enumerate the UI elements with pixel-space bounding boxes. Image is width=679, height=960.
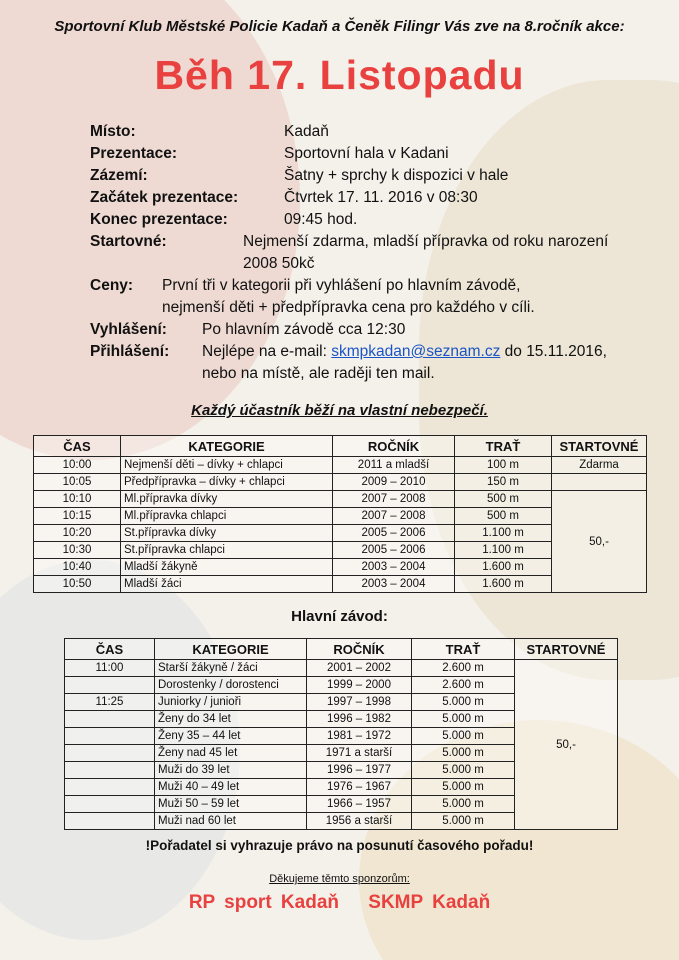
cell-kategorie: Starší žákyně / žáci: [155, 660, 307, 677]
youth-races-table: [33, 435, 647, 593]
cell-trat: 5.000 m: [412, 728, 515, 745]
cell-rocnik: 2009 – 2010: [333, 474, 455, 491]
cell-rocnik: 2007 – 2008: [333, 508, 455, 525]
cell-kategorie: Muži nad 60 let: [155, 813, 307, 830]
sponsors: [0, 892, 679, 914]
cell-trat: 5.000 m: [412, 796, 515, 813]
cell-empty: [552, 474, 647, 491]
table-row: [34, 474, 647, 491]
table-row: [34, 457, 647, 474]
prihlaseni-post: do 15.11.2016,: [504, 343, 607, 360]
cell-kategorie: Předpřípravka – dívky + chlapci: [121, 474, 333, 491]
zacatek-value: Čtvrtek 17. 11. 2016 v 08:30: [284, 189, 478, 206]
prihlaseni-value: [202, 341, 607, 363]
table-row: [65, 660, 618, 677]
cell-rocnik: 1981 – 1972: [307, 728, 412, 745]
cell-trat: 2.600 m: [412, 660, 515, 677]
col-cas: ČAS: [34, 436, 121, 457]
col-rocnik: ROČNÍK: [333, 436, 455, 457]
cell-cas: [65, 728, 155, 745]
main-race-title: Hlavní závod:: [291, 608, 388, 625]
cell-kategorie: St.přípravka chlapci: [121, 542, 333, 559]
cell-cas: 10:05: [34, 474, 121, 491]
cell-rocnik: 2007 – 2008: [333, 491, 455, 508]
cell-trat: 5.000 m: [412, 694, 515, 711]
cell-trat: 1.600 m: [455, 576, 552, 593]
cell-kategorie: Muži do 39 let: [155, 762, 307, 779]
cell-trat: 5.000 m: [412, 813, 515, 830]
email-link[interactable]: skmpkadan@seznam.cz: [331, 343, 501, 360]
cell-trat: 1.100 m: [455, 542, 552, 559]
ceny-label: Ceny:: [90, 277, 134, 294]
col-kategorie: KATEGORIE: [155, 639, 307, 660]
cell-rocnik: 1996 – 1982: [307, 711, 412, 728]
cell-rocnik: 2001 – 2002: [307, 660, 412, 677]
cell-cas: 10:40: [34, 559, 121, 576]
col-kategorie: KATEGORIE: [121, 436, 333, 457]
col-startovne: STARTOVNÉ: [515, 639, 618, 660]
cell-cas: [65, 745, 155, 762]
misto-value: Kadaň: [284, 123, 329, 140]
konec-label: Konec prezentace:: [90, 211, 228, 228]
sponsors-thanks: Děkujeme těmto sponzorům:: [269, 873, 410, 885]
cell-trat: 5.000 m: [412, 711, 515, 728]
vyhlaseni-value: Po hlavním závodě cca 12:30: [202, 321, 406, 338]
cell-rocnik: 1976 – 1967: [307, 779, 412, 796]
cell-rocnik: 2005 – 2006: [333, 542, 455, 559]
zacatek-label: Začátek prezentace:: [90, 189, 239, 206]
sponsor-rp-sport: RP sport Kadaň: [188, 892, 339, 913]
prezentace-value: Sportovní hala v Kadani: [284, 145, 449, 162]
cell-cas: [65, 813, 155, 830]
cell-rocnik: 1997 – 1998: [307, 694, 412, 711]
cell-fee-free: Zdarma: [552, 457, 647, 474]
schedule-note: !Pořadatel si vyhrazuje právo na posunutí časového pořadu!: [145, 838, 534, 853]
event-title: Běh 17. Listopadu: [154, 52, 525, 98]
ceny-value: První tři v kategorii při vyhlášení po hlavním závodě,: [162, 277, 521, 294]
cell-rocnik: 2011 a mladší: [333, 457, 455, 474]
cell-cas: 10:10: [34, 491, 121, 508]
startovne-value: Nejmenší zdarma, mladší přípravka od roku narození: [243, 233, 609, 250]
sponsor-skmp: SKMP Kadaň: [368, 892, 491, 913]
misto-label: Místo:: [90, 123, 136, 140]
cell-trat: 100 m: [455, 457, 552, 474]
prihlaseni-label: Přihlášení:: [90, 343, 170, 360]
cell-trat: 2.600 m: [412, 677, 515, 694]
cell-kategorie: Nejmenší děti – dívky + chlapci: [121, 457, 333, 474]
cell-cas: [65, 762, 155, 779]
cell-kategorie: Ml.přípravka dívky: [121, 491, 333, 508]
cell-kategorie: Dorostenky / dorostenci: [155, 677, 307, 694]
cell-fee-paid: 50,-: [552, 491, 647, 593]
event-info: [90, 121, 660, 385]
cell-kategorie: St.přípravka dívky: [121, 525, 333, 542]
cell-kategorie: Ženy 35 – 44 let: [155, 728, 307, 745]
cell-trat: 150 m: [455, 474, 552, 491]
cell-cas: [65, 779, 155, 796]
cell-trat: 500 m: [455, 491, 552, 508]
zazemi-label: Zázemí:: [90, 167, 148, 184]
prihlaseni-pre: Nejlépe na e-mail:: [202, 343, 327, 360]
cell-cas: 11:00: [65, 660, 155, 677]
cell-rocnik: 1956 a starší: [307, 813, 412, 830]
cell-rocnik: 1966 – 1957: [307, 796, 412, 813]
cell-kategorie: Juniorky / junioři: [155, 694, 307, 711]
konec-value: 09:45 hod.: [284, 211, 358, 228]
table-header-row: [65, 639, 618, 660]
cell-cas: 10:50: [34, 576, 121, 593]
cell-cas: 10:00: [34, 457, 121, 474]
cell-rocnik: 2003 – 2004: [333, 576, 455, 593]
cell-cas: [65, 711, 155, 728]
cell-rocnik: 1999 – 2000: [307, 677, 412, 694]
warning-text: Každý účastník běží na vlastní nebezpečí.: [191, 402, 488, 419]
col-startovne: STARTOVNÉ: [552, 436, 647, 457]
cell-cas: [65, 796, 155, 813]
cell-kategorie: Ženy do 34 let: [155, 711, 307, 728]
cell-rocnik: 1971 a starší: [307, 745, 412, 762]
cell-rocnik: 2003 – 2004: [333, 559, 455, 576]
cell-kategorie: Mladší žáci: [121, 576, 333, 593]
col-trat: TRAŤ: [455, 436, 552, 457]
startovne-value-2: 2008 50kč: [243, 255, 315, 272]
cell-cas: 10:15: [34, 508, 121, 525]
table-row: [34, 491, 647, 508]
col-trat: TRAŤ: [412, 639, 515, 660]
cell-cas: 10:30: [34, 542, 121, 559]
cell-kategorie: Muži 40 – 49 let: [155, 779, 307, 796]
main-race-table: [64, 638, 618, 830]
cell-trat: 5.000 m: [412, 745, 515, 762]
cell-cas: 10:20: [34, 525, 121, 542]
cell-fee: 50,-: [515, 660, 618, 830]
cell-kategorie: Ženy nad 45 let: [155, 745, 307, 762]
cell-kategorie: Mladší žákyně: [121, 559, 333, 576]
cell-trat: 500 m: [455, 508, 552, 525]
cell-trat: 1.600 m: [455, 559, 552, 576]
cell-kategorie: Muži 50 – 59 let: [155, 796, 307, 813]
startovne-label: Startovné:: [90, 233, 167, 250]
cell-trat: 1.100 m: [455, 525, 552, 542]
prihlaseni-value-2: nebo na místě, ale raději ten mail.: [202, 365, 435, 382]
intro-line: Sportovní Klub Městské Policie Kadaň a Čeněk Filingr Vás zve na 8.ročník akce:: [54, 18, 625, 35]
col-cas: ČAS: [65, 639, 155, 660]
table-header-row: [34, 436, 647, 457]
cell-trat: 5.000 m: [412, 779, 515, 796]
cell-kategorie: Ml.přípravka chlapci: [121, 508, 333, 525]
cell-rocnik: 2005 – 2006: [333, 525, 455, 542]
prezentace-label: Prezentace:: [90, 145, 178, 162]
vyhlaseni-label: Vyhlášení:: [90, 321, 167, 338]
zazemi-value: Šatny + sprchy k dispozici v hale: [284, 167, 509, 184]
ceny-value-2: nejmenší děti + předpřípravka cena pro každého v cíli.: [162, 299, 535, 316]
cell-trat: 5.000 m: [412, 762, 515, 779]
col-rocnik: ROČNÍK: [307, 639, 412, 660]
cell-rocnik: 1996 – 1977: [307, 762, 412, 779]
cell-cas: 11:25: [65, 694, 155, 711]
cell-cas: [65, 677, 155, 694]
